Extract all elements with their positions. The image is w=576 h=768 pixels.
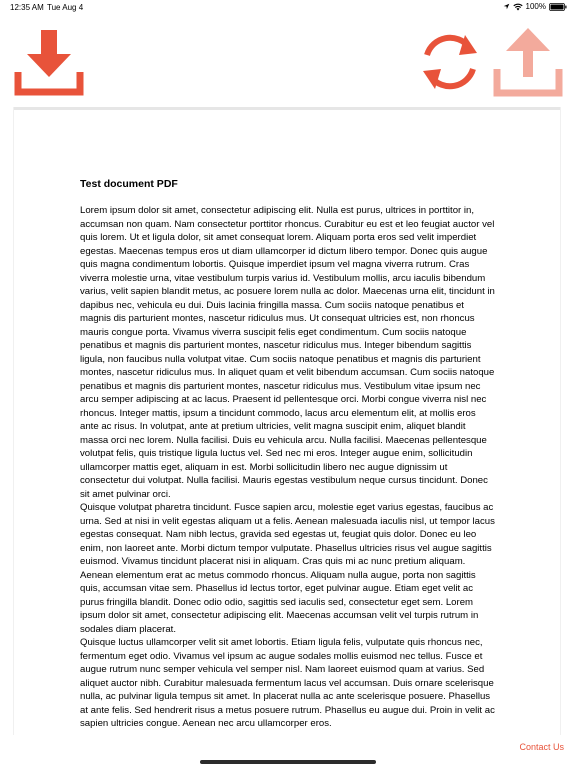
download-button[interactable] bbox=[14, 28, 84, 101]
download-tray-icon bbox=[14, 28, 84, 96]
document-title: Test document PDF bbox=[80, 178, 178, 190]
status-time: 12:35 AM bbox=[10, 3, 44, 12]
document-paragraph: Quisque volutpat pharetra tincidunt. Fusce sapien arcu, molestie eget varius egestas, faucibus ac urna. Sed at nisi in velit egestas aliquam ut a felis. Aenean malesuada iaculis nisl, ut tempor lacus egestas consequat. Nam nibh lectus, gravida sed egestas ut, feugiat quis dolor. Donec eu leo enim, non laoreet ante. Morbi dictum tempor vulputate. Phasellus ultricies risus vel augue sagittis euismod. Vivamus tincidunt placerat nisi in aliquam. Cras quis mi ac nunc pretium aliquam. Aenean elementum erat ac metus commodo rhoncus. Aliquam nulla augue, porta non sagittis quis, accumsan vitae sem. Phasellus id lectus tortor, eget pulvinar augue. Etiam eget velit ac purus fringilla blandit. Donec odio odio, sagittis sed iaculis sed, consectetur eget sem. Lorem ipsum dolor sit amet, consectetur adipiscing elit. Maecenas accumsan velit vel turpis rutrum in sodales diam placerat. bbox=[80, 502, 495, 635]
upload-tray-icon bbox=[493, 27, 563, 97]
document-paragraph: Lorem ipsum dolor sit amet, consectetur adipiscing elit. Nulla est purus, ultrices in porttitor in, accumsan non quam. Nam consectetur porttitor rhoncus. Curabitur eu est et leo feugiat auctor vel quis lorem. Ut et ligula dolor, sit amet consequat lorem. Aliquam porta eros sed velit imperdiet egestas. Maecenas tempus eros ut diam ullamcorper id dictum libero tempor. Donec quis augue quis magna condimentum lobortis. Quisque imperdiet ipsum vel magna viverra rutrum. Cras viverra molestie urna, vitae vestibulum turpis varius id. Vestibulum mollis, arcu iaculis bibendum varius, velit sapien blandit metus, ac posuere lorem nulla ac dolor. Maecenas urna elit, tincidunt in dapibus nec, vehicula eu dui. Duis lacinia fringilla massa. Cum sociis natoque penatibus et magnis dis parturient montes, nascetur ridiculus mus. Ut consequat ultricies est, non rhoncus mauris congue porta. Vivamus viverra suscipit felis eget condimentum. Cum sociis natoque penatibus et magnis dis parturient montes, nascetur ridiculus mus. Integer bibendum sagittis ligula, non faucibus nulla volutpat vitae. Cum sociis natoque penatibus et magnis dis parturient montes, nascetur ridiculus mus. In aliquet quam et velit bibendum accumsan. Cum sociis natoque penatibus et magnis dis parturient montes, nascetur ridiculus mus. Vestibulum vitae ipsum nec arcu semper adipiscing at ac lacus. Praesent id pellentesque orci. Morbi congue viverra nisl nec rhoncus. Integer mattis, ipsum a tincidunt commodo, lacus arcu elementum elit, at mollis eros ante ac risus. In volutpat, ante at pretium ultricies, velit magna suscipit enim, aliquet blandit massa orci nec lorem. Nulla facilisi. Duis eu vehicula arcu. Nulla facilisi. Maecenas pellentesque volutpat felis, quis tristique ligula luctus vel. Sed nec mi eros. Integer augue enim, sollicitudin ullamcorper mattis eget, aliquam in est. Morbi sollicitudin libero nec augue dignissim ut consectetur dui volutpat. Nulla facilisi. Mauris egestas vestibulum neque cursus tincidunt. Donec sit amet pulvinar orci. bbox=[80, 205, 495, 500]
document-page bbox=[80, 178, 496, 731]
document-paragraph: Quisque luctus ullamcorper velit sit amet lobortis. Etiam ligula felis, vulputate quis rhoncus nec, fermentum eget odio. Vivamus vel ipsum ac augue sodales mollis euismod nec tellus. Fusce et augue rutrum nunc semper vehicula vel semper nisl. Nam laoreet euismod quam at varius. Sed aliquet auctor nibh. Curabitur malesuada fermentum lacus vel accumsan. Duis ornare scelerisque nulla, ac pulvinar ligula tempus sit amet. In placerat nulla ac ante scelerisque posuere. Phasellus at ante felis. Sed hendrerit risus a metus posuere rutrum. Phasellus eu augue dui. Proin in velit ac sapien ultricies congue. Aenean nec arcu ullamcorper eros. bbox=[80, 637, 495, 729]
wifi-icon bbox=[513, 3, 523, 11]
status-bar bbox=[0, 0, 576, 14]
sync-button[interactable] bbox=[417, 31, 483, 98]
battery-icon bbox=[549, 3, 567, 11]
document-viewer[interactable] bbox=[14, 107, 560, 735]
share-button[interactable] bbox=[493, 27, 563, 102]
contact-us-link[interactable]: Contact Us bbox=[519, 742, 564, 752]
refresh-arrows-icon bbox=[417, 31, 483, 93]
location-icon bbox=[503, 3, 510, 10]
status-indicators bbox=[503, 2, 567, 11]
status-date: Tue Aug 4 bbox=[47, 3, 84, 12]
home-indicator[interactable] bbox=[200, 760, 376, 764]
battery-percent: 100% bbox=[525, 2, 546, 11]
